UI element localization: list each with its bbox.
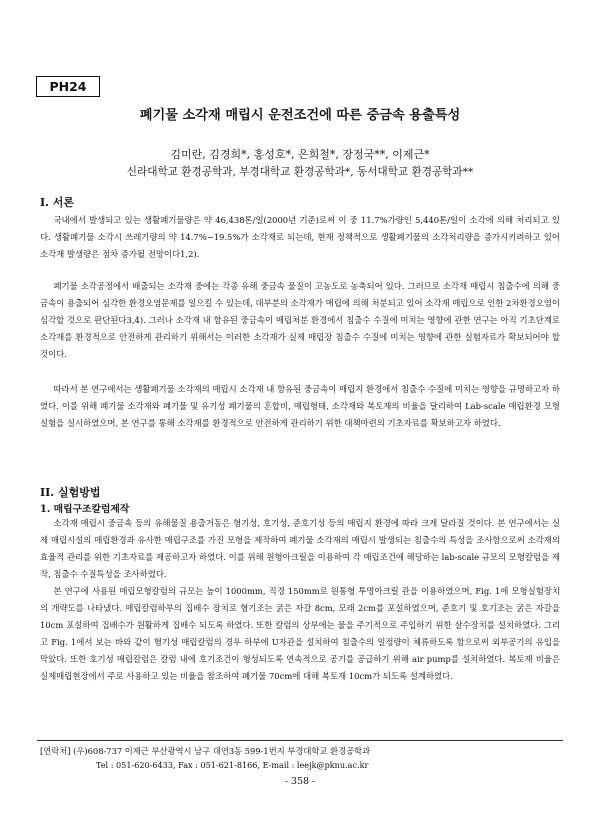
section-heading-methods: II. 실험방법 — [40, 486, 101, 499]
paper-title: 폐기물 소각재 매립시 운전조건에 따른 중금속 용출특성 — [139, 108, 461, 123]
section-heading-intro: I. 서론 — [40, 196, 75, 209]
intro-paragraph: 국내에서 발생되고 있는 생활폐기물량은 약 46,438톤/일(2000년 기준)로써 이 중 11.7%가량인 5,440톤/일이 소각에 의해 처리되고 있다. 생활폐기물 소각시 쓰레기량의 약 14.7%~19.5%가 소각재로 되는데, 현재 정책적으로 생활폐기물의 소각처리량을 증가시키려하고 있어 소각재 발생량은 점차 증가될 전망이다1,2). — [40, 215, 560, 260]
page-number: - 358 - — [284, 776, 316, 787]
contact-phone-email: Tel : 051-620-6433, Fax : 051-621-8166, E-mail : leejk@pknu.ac.kr — [96, 760, 369, 770]
methods-paragraph: 본 연구에 사용된 매립모형칼럼의 규모는 높이 1000mm, 직경 150mm로 원통형 투명아크릴 관을 이용하였으며, Fig. 1에 모형실험장치의 개략도를 나타냈다. 매립칼럼하부의 집배수 장치로 혐기조는 굵은 자갈 8cm, 모래 2cm를 포설하였으며, 준호기 및 호기조는 굵은 자갈을 10cm 포설하여 집배수가 원활하게 집배수 되도록 하였다. 또한 칼럼의 상부에는 물을 주기적으로 주입하기 위한 살수장치를 설치하였다. 그리고 Fig. 1에서 보는 바와 같이 혐기성 매립칼럼의 경우 하부에 U자관을 설치하여 침출수의 일정량이 체류하도록 함으로써 외부공기의 유입을 막았다. 또한 호기성 매립칼럼은 칼럼 내에 호기조건이 형성되도록 연속적으로 공기를 공급하기 위해 air pump를 설치하였다. 복토재 비율은 실제매립현장에서 주로 사용하고 있는 비율을 참조하여 폐기물 70cm에 대해 복토재 10cm가 되도록 설계하였다. — [40, 586, 560, 682]
author-list: 김미란, 김경희*, 홍성호*, 은희철*, 장정국**, 이제근* — [170, 148, 430, 161]
methods-paragraph: 소각재 매립시 중금속 등의 유해물질 용출거동은 혐기성, 호기성, 준호기성 등의 매립지 환경에 따라 크게 달라질 것이다. 본 연구에서는 실제 매립시설의 매립환경과 유사한 매립구조를 가진 모형을 제작하여 폐기물 소각재의 매립시 발생되는 침출수의 특성을 조사함으로써 소각재의 효율적 관리를 위한 기초자료를 제공하고자 하였다. 이를 위해 원형아크릴을 이용하여 각 매립조건에 해당하는 lab-scale 규모의 모형칼럼을 제작, 침출수 수질특성을 조사하였다. — [40, 518, 560, 580]
contact-info: [연락처] (우)608-737 이제근 부산광역시 남구 대연3동 599-1번지 부경대학교 환경공학과 — [40, 746, 371, 756]
intro-paragraph: 따라서 본 연구에서는 생활폐기물 소각재의 매립시 소각재 내 함유된 중금속이 매립지 환경에서 침출수 수질에 미치는 영향을 규명하고자 하였다. 이를 위해 폐기물 소각재와 폐기물 및 유기성 폐기물의 혼합비, 매립형태, 소각재와 복토재의 비율을 달리하여 Lab-scale 매립환경 모형실험을 실시하였으며, 본 연구를 통해 소각재를 환경적으로 안전하게 관리하기 위한 대책마련의 기초자료를 확보하고자 하였다. — [40, 384, 560, 429]
intro-paragraph: 폐기물 소각공정에서 배출되는 소각재 중에는 각종 유해 중금속 물질이 고농도로 농축되어 있다. 그러므로 소각재 매립시 침출수에 의해 중금속이 용출되어 심각한 환경오염문제를 일으킬 수 있는데, 대부분의 소각재가 매립에 의해 처분되고 있어 소각재 매립으로 인한 2차환경오염이 심각할 것으로 판단된다3,4). 그러나 소각재 내 함유된 중금속이 매립처분 환경에서 침출수 수질에 미치는 영향에 관한 연구는 아직 기초단계로 소각재를 환경적으로 안전하게 관리하기 위해서는 이러한 소각재가 실제 매립장 침출수 수질에 미치는 영향에 관한 실험자료가 확보되어야 할 것이다. — [40, 281, 560, 360]
footer-divider — [37, 740, 563, 741]
subsection-heading: 1. 매립구조칼럼제작 — [40, 504, 130, 515]
paper-tag: PH24 — [36, 76, 100, 97]
affiliation: 신라대학교 환경공학과, 부경대학교 환경공학과*, 동서대학교 환경공학과** — [126, 166, 474, 178]
